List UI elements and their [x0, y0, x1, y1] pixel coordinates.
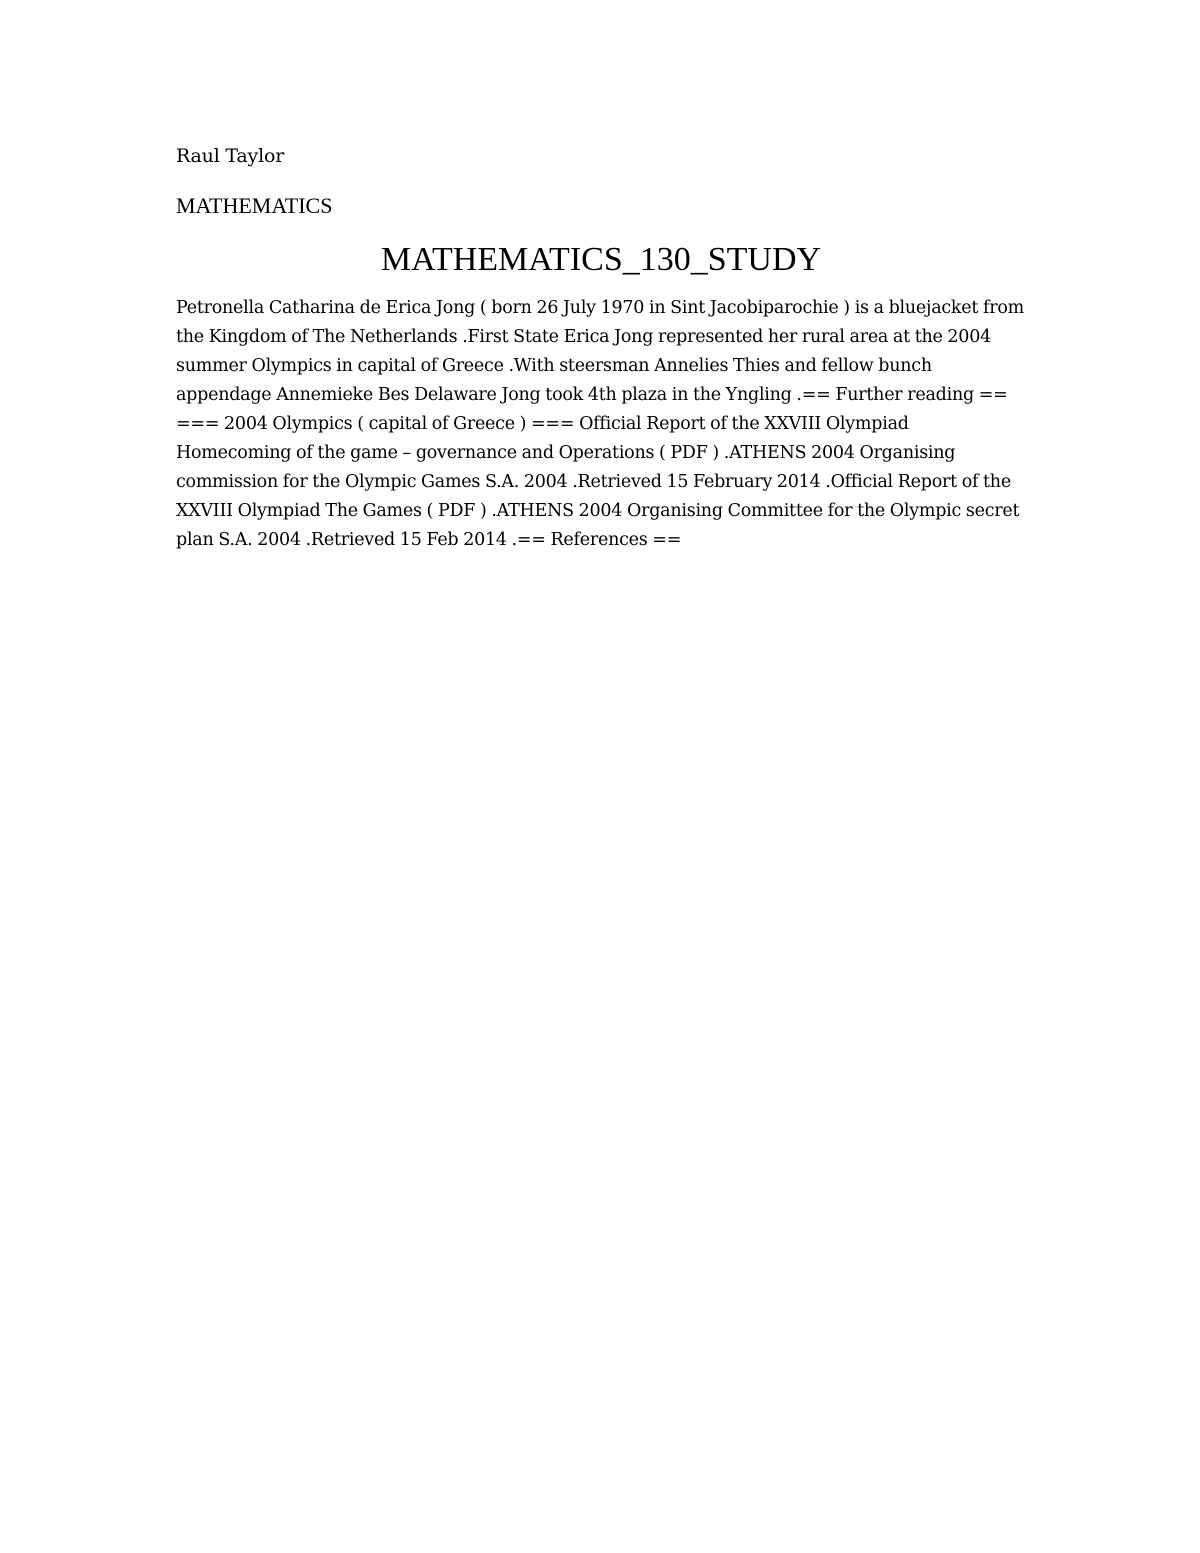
document-title: MATHEMATICS_130_STUDY — [380, 241, 822, 278]
body-paragraph: Petronella Catharina de Erica Jong ( born 26 July 1970 in Sint Jacobiparochie ) is a bluejacket from the Kingdom of The Netherlands .First State Erica Jong represented her rural area at the 2004 summer Olympics in capital of Greece .With steersman Annelies Thies and fellow bunch appendage Annemieke Bes Delaware Jong took 4th plaza in the Yngling .== Further reading == === 2004 Olympics ( capital of Greece ) === Official Report of the XXVIII Olympiad Homecoming of the game – governance and Operations ( PDF ) .ATHENS 2004 Organising commission for the Olympic Games S.A. 2004 .Retrieved 15 February 2014 .Official Report of the XXVIII Olympiad The Games ( PDF ) .ATHENS 2004 Organising Committee for the Olympic secret plan S.A. 2004 .Retrieved 15 Feb 2014 .== References == — [176, 298, 1024, 550]
author-name: Raul Taylor — [176, 145, 285, 167]
subject-line: MATHEMATICS — [176, 193, 333, 218]
document-content — [176, 140, 1026, 555]
